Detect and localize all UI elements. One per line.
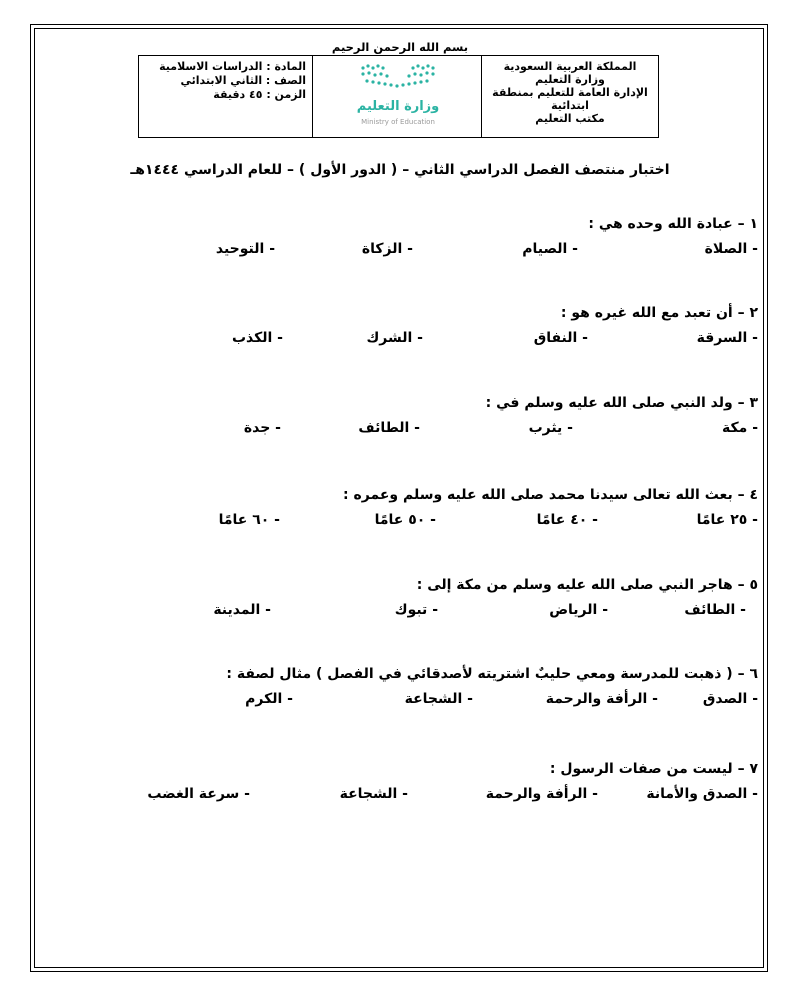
option-4: - جدة [243, 420, 281, 436]
option-1: - الصلاة [704, 241, 758, 257]
options-row [38, 602, 758, 624]
option-3: - ٥٠ عامًا [374, 512, 436, 528]
header-subject-cell [139, 56, 314, 137]
header-ministry: وزارة التعليم [535, 73, 605, 86]
option-4: - سرعة الغضب [147, 786, 250, 802]
option-4: - الكذب [231, 330, 283, 346]
option-2: - الرأفة والرحمة [485, 786, 598, 802]
options-row [38, 512, 758, 534]
option-2: - النفاق [533, 330, 588, 346]
option-3: - الشجاعة [404, 691, 473, 707]
options-row [38, 330, 758, 352]
option-3: - الطائف [358, 420, 420, 436]
option-2: - يثرب [528, 420, 573, 436]
question-5 [38, 575, 758, 624]
option-1: - السرقة [696, 330, 758, 346]
question-text: ٤ – بعث الله تعالى سيدنا محمد صلى الله عليه وسلم وعمره : [343, 487, 758, 503]
question-4 [38, 485, 758, 534]
options-row [38, 241, 758, 263]
header-office: مكتب التعليم [535, 112, 605, 125]
header-duration: الزمن : ٤٥ دقيقة [213, 88, 306, 101]
option-4: - المدينة [213, 602, 271, 618]
option-2: - الرأفة والرحمة [545, 691, 658, 707]
option-3: - الشجاعة [339, 786, 408, 802]
header-table [138, 55, 659, 138]
option-4: - التوحيد [215, 241, 275, 257]
logo-english-text: Ministry of Education [361, 118, 435, 126]
option-2: - الصيام [522, 241, 578, 257]
option-1: - مكة [722, 420, 758, 436]
question-6 [38, 664, 758, 713]
header-school: ابتدائية [551, 99, 589, 112]
options-row [38, 420, 758, 442]
option-1: - الصدق [702, 691, 758, 707]
question-text: ٦ – ( ذهبت للمدرسة ومعي حليبٌ اشتريته لأصدقائي في الفصل ) مثال لصفة : [226, 666, 758, 682]
option-2: - الرياض [549, 602, 608, 618]
bismillah: بسم الله الرحمن الرحيم [331, 40, 469, 54]
option-3: - الشرك [366, 330, 423, 346]
header-logo-cell [312, 56, 482, 137]
header-ministry-cell [482, 56, 658, 137]
header-country: المملكة العربية السعودية [503, 60, 637, 73]
question-text: ٥ – هاجر النبي صلى الله عليه وسلم من مكة إلى : [416, 577, 758, 593]
options-row [38, 786, 758, 808]
question-3 [38, 393, 758, 442]
option-2: - ٤٠ عامًا [536, 512, 598, 528]
option-4: - ٦٠ عامًا [218, 512, 280, 528]
question-text: ٢ – أن تعبد مع الله غيره هو : [560, 305, 758, 321]
option-1: - ٢٥ عامًا [696, 512, 758, 528]
option-1: - الصدق والأمانة [646, 786, 758, 802]
question-text: ٧ – ليست من صفات الرسول : [549, 761, 758, 777]
option-3: - الزكاة [361, 241, 413, 257]
question-text: ١ – عبادة الله وحده هي : [588, 216, 758, 232]
question-2 [38, 303, 758, 352]
question-7 [38, 759, 758, 808]
option-4: - الكرم [245, 691, 293, 707]
question-1 [38, 214, 758, 263]
header-subject: المادة : الدراسات الاسلامية [159, 60, 306, 73]
ministry-logo-icon [333, 60, 463, 135]
options-row [38, 691, 758, 713]
logo-arabic-text: وزارة التعليم [356, 99, 440, 114]
exam-title: اختبار منتصف الفصل الدراسي الثاني – ( الدور الأول ) – للعام الدراسي ١٤٤٤هـ [130, 162, 670, 178]
question-text: ٣ – ولد النبي صلى الله عليه وسلم في : [485, 395, 758, 411]
header-directorate: الإدارة العامة للتعليم بمنطقة [492, 86, 648, 99]
header-grade: الصف : الثاني الابتدائي [180, 74, 306, 87]
option-3: - تبوك [394, 602, 438, 618]
option-1: - الطائف [684, 602, 746, 618]
